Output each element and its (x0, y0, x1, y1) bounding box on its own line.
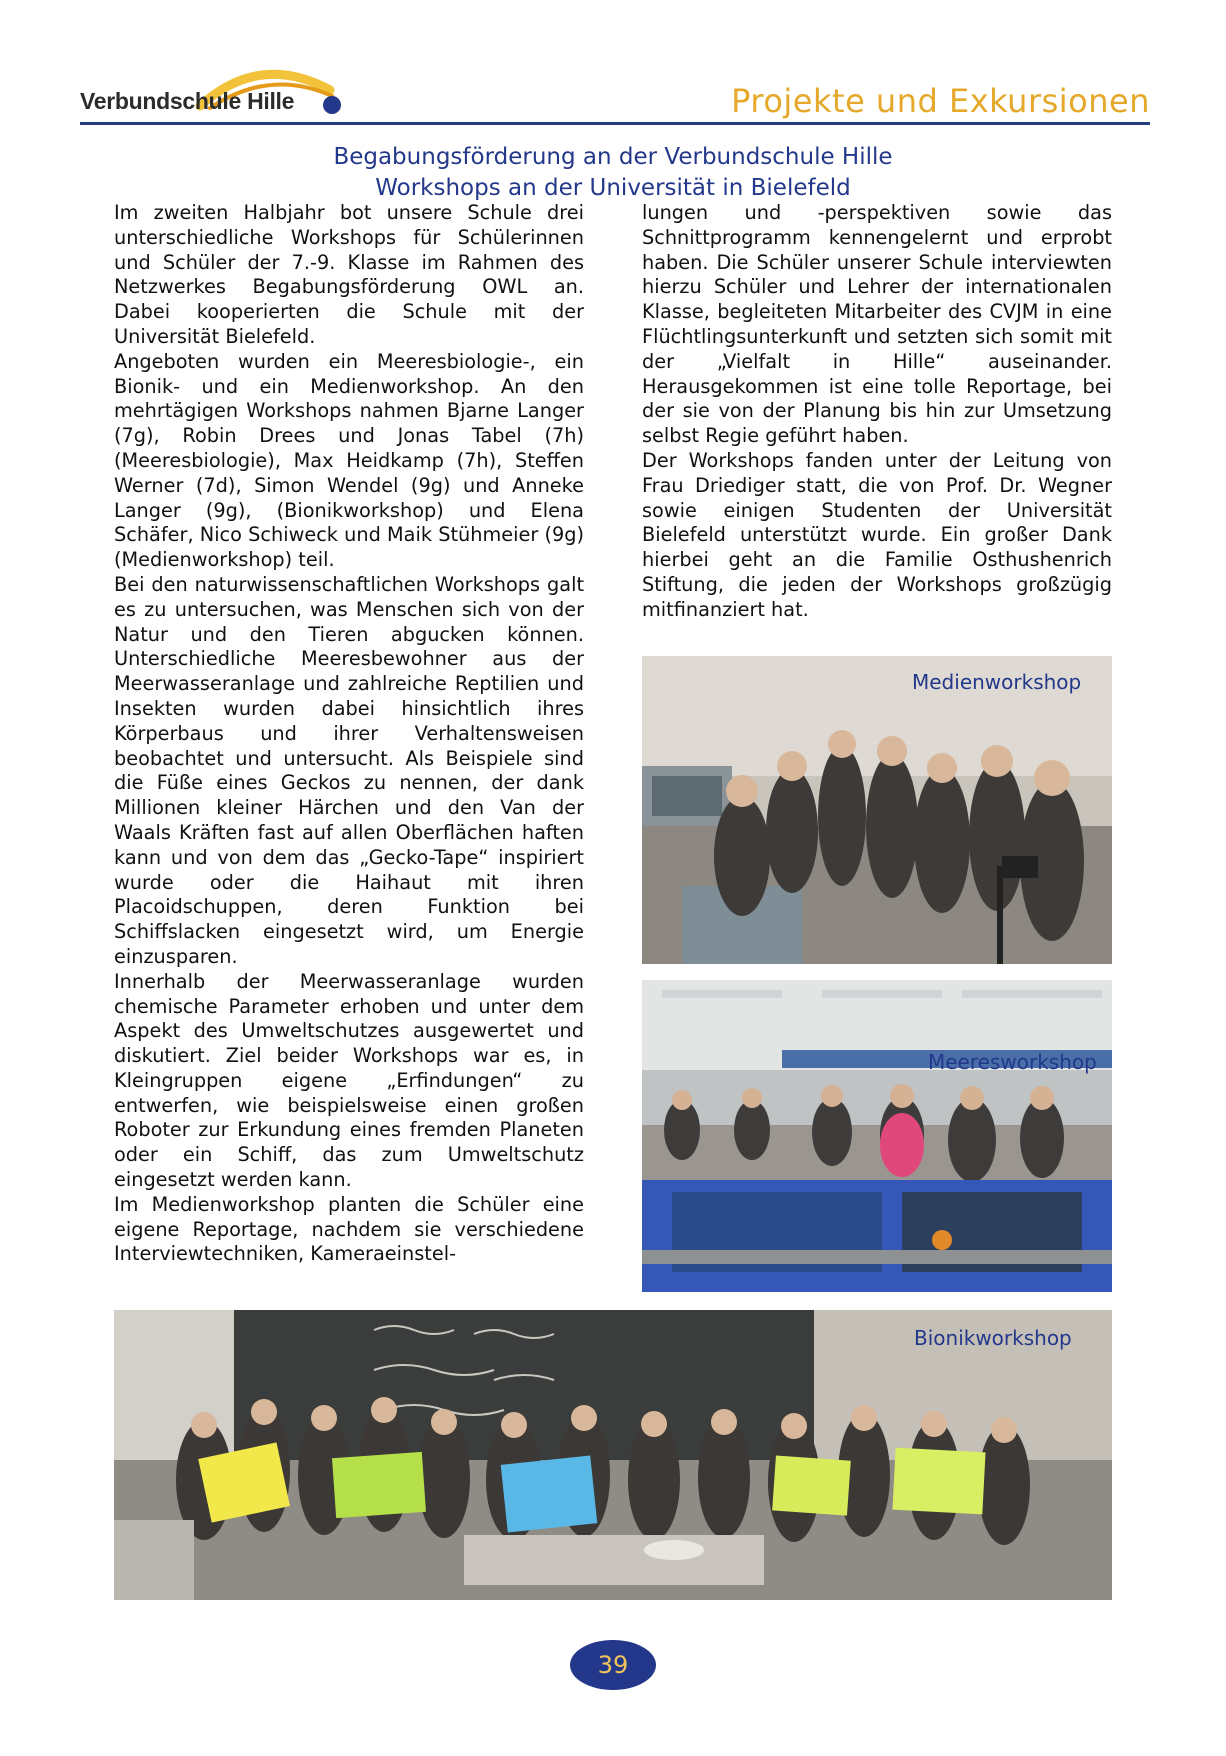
paragraph: Im zweiten Halbjahr bot unsere Schule drei unterschiedliche Workshops für Schülerinnen und Schüler der 7.-9. Klasse im Rahmen des Netzwerkes Begabungsförderung OWL an. Dabei kooperierten die Schule mit der Universität Bielefeld. (114, 201, 584, 348)
paragraph: Im Medienworkshop planten die Schüler eine eigene Reportage, nachdem sie verschiedene Interviewtechniken, Kameraeinstel- (114, 1192, 584, 1266)
section-title: Projekte und Exkursionen (731, 82, 1150, 120)
text-column-left (114, 201, 584, 1267)
page-header (80, 60, 1150, 126)
paragraph: Bei den naturwissenschaftlichen Workshops galt es zu untersuchen, was Menschen sich von der Natur und den Tieren abgucken können. Unterschiedliche Meeresbewohner aus der Meerwasseranlage und zahlreiche Reptilien und Insekten wurden dabei hinsichtlich ihres Körperbaus und ihrer Verhaltensweisen beobachtet und untersucht. Als Beispiele sind die Füße eines Geckos zu nennen, der dank Millionen kleiner Härchen und den Van der Waals Kräften fast auf allen Oberflächen haften kann und von dem das „Gecko-Tape“ inspiriert wurde oder die Haihaut mit ihren Placoidschuppen, deren Funktion bei Schiffslacken eingesetzt wird, um Energie einzusparen. (114, 572, 584, 968)
photo-caption: Bionikworkshop (914, 1326, 1072, 1350)
paragraph: Der Workshops fanden unter der Leitung von Frau Driediger statt, die von Prof. Dr. Wegner sowie einigen Studenten der Universität Bielefeld unterstützt wurde. Ein großer Dank hierbei geht an die Familie Osthushenrich Stiftung, die jeden der Workshops großzügig mitfinanziert hat. (642, 448, 1112, 621)
photo-bionikworkshop (114, 1310, 1112, 1600)
photo-caption: Meeresworkshop (928, 1050, 1097, 1074)
text-column-right (642, 201, 1112, 623)
group-photo-icon (642, 656, 1112, 964)
photo-meeresworkshop (642, 980, 1112, 1292)
header-divider (80, 122, 1150, 125)
paragraph: Innerhalb der Meerwasseranlage wurden chemische Parameter erhoben und unter dem Aspekt des Umweltschutzes ausgewertet und diskutiert. Ziel beider Workshops war es, in Kleingruppen eigene „Erfindungen“ zu entwerfen, wie beispielsweise einen großen Roboter zur Erkundung eines fremden Planeten oder ein Schiff, das zum Umweltschutz eingesetzt werden kann. (114, 969, 584, 1192)
photo-caption: Medienworkshop (912, 670, 1082, 694)
page-number: 39 (570, 1640, 656, 1690)
paragraph: lungen und -perspektiven sowie das Schnittprogramm kennengelernt und erprobt haben. Die Schüler unserer Schule interviewten hierzu Schüler und Lehrer der internationalen Klasse, begleiteten Mitarbeiter des CVJM in eine Flüchtlingsunterkunft und setzten sich somit mit der „Vielfalt in Hille“ auseinander. Herausgekommen ist eine tolle Reportage, bei der sie von der Planung bis hin zur Umsetzung selbst Regie geführt haben. (642, 201, 1112, 448)
paragraph: Angeboten wurden ein Meeresbiologie-, ein Bionik- und ein Medienworkshop. An den mehrtägigen Workshops nahmen Bjarne Langer (7g), Robin Drees und Jonas Tabel (7h) (Meeresbiologie), Max Heidkamp (7h), Steffen Werner (7d), Simon Wendel (9g) und Anneke Langer (9g), (Bionikworkshop) und Elena Schäfer, Nico Schiweck und Maik Stühmeier (9g) (Medienworkshop) teil. (114, 349, 584, 572)
group-photo-icon (642, 980, 1112, 1292)
photo-medienworkshop (642, 656, 1112, 964)
article-title-line1: Begabungsförderung an der Verbundschule Hille (333, 144, 893, 170)
article-title-line2: Workshops an der Universität in Bielefeld (375, 175, 851, 201)
logo-text: Verbundschule Hille (80, 88, 295, 114)
school-logo (80, 60, 295, 122)
article-title (114, 142, 1112, 204)
group-photo-icon (114, 1310, 1112, 1600)
